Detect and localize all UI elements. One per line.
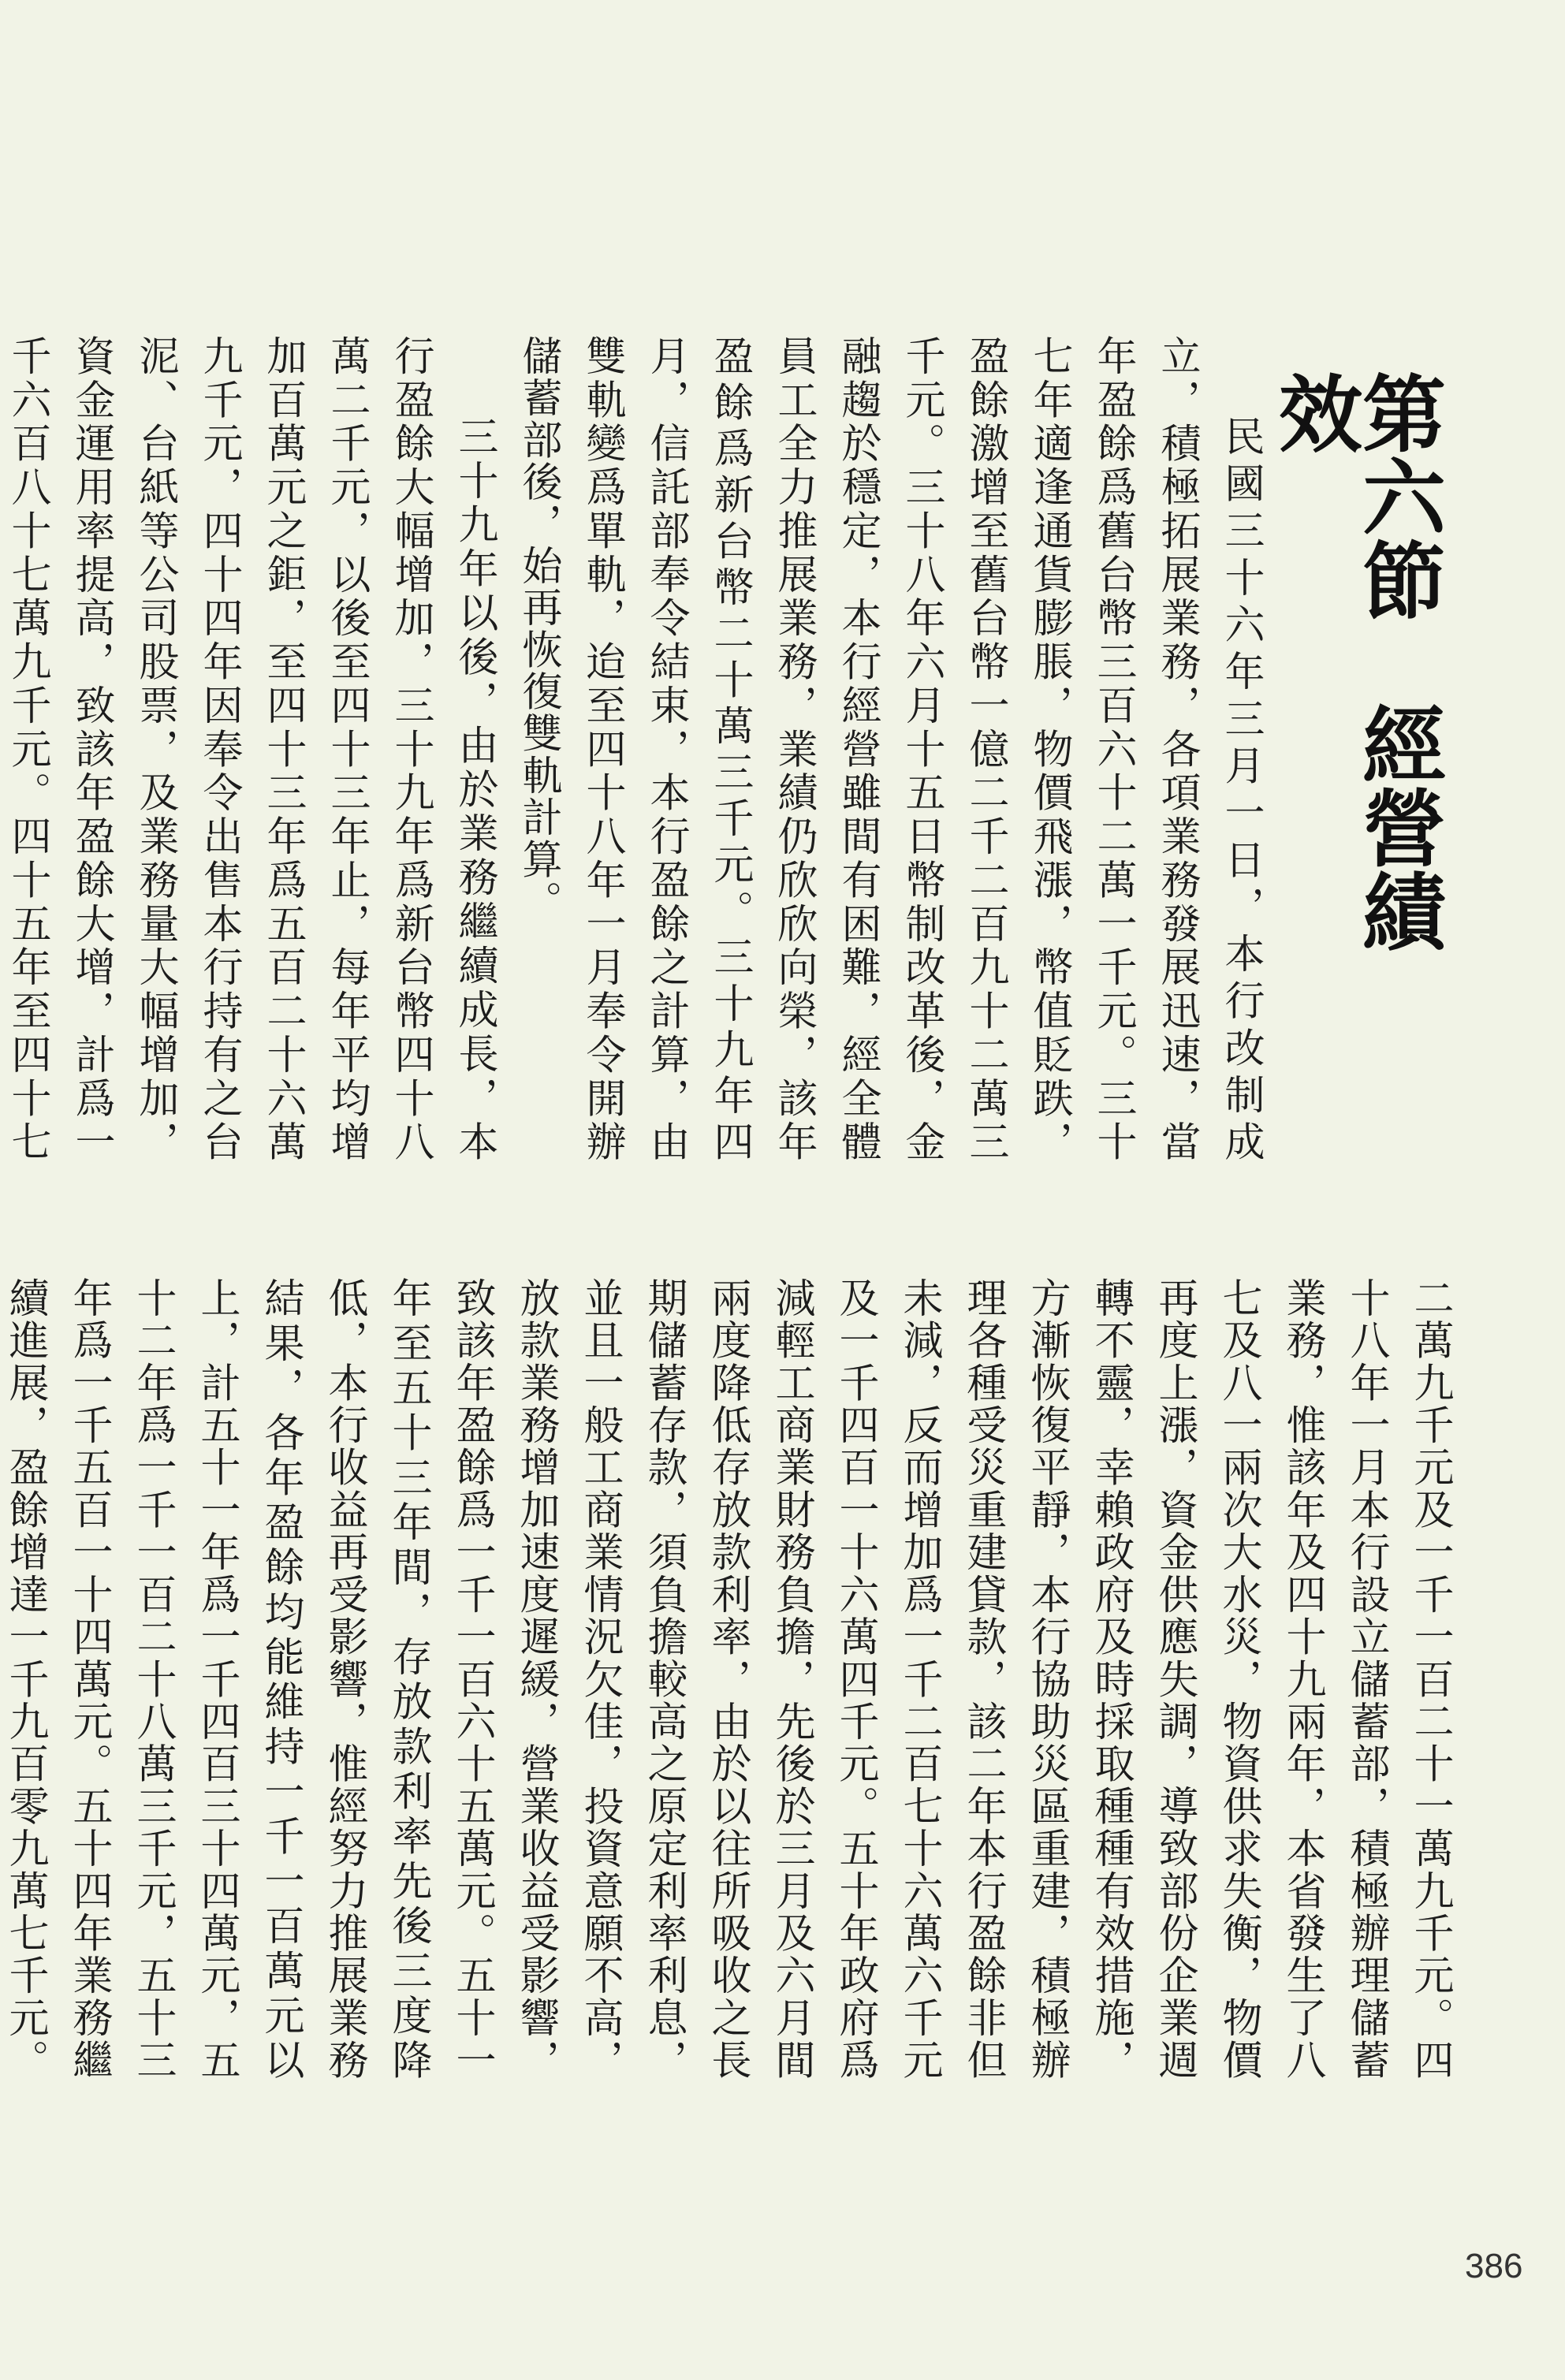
page-number: 386 (1465, 2247, 1523, 2285)
lower-text-block (2, 1277, 1462, 2081)
section-title: 經營績效 (1265, 371, 1446, 952)
upper-text-block (4, 335, 1272, 1163)
paragraph: 二萬九千元及一千一百二十一萬九千元。四十八年一月本行設立儲蓄部，積極辦理儲蓄業務，惟該年及四十九兩年，本省發生了八七及八一兩次大水災，物資供求失衡，物價再度上漲，資金供應失調，導致部份企業週轉不靈，幸賴政府及時採取種種有效措施，方漸恢復平靜，本行協助災區重建，積極辦理各種受災重建貸款，該二年本行盈餘非但未減，反而增加爲一千二百七十六萬六千元及一千四百一十六萬四千元。五十年政府爲減輕工商業財務負擔，先後於三月及六月間兩度降低存放款利率，由於以往所吸收之長期儲蓄存款，須負擔較高之原定利率利息，並且一般工商業情況欠佳，投資意願不高，放款業務增加速度遲緩，營業收益受影響，致該年盈餘爲一千一百六十五萬元。五十一年至五十三年間，存放款利率先後三度降低，本行收益再受影響，惟經努力推展業務結果，各年盈餘均能維持一千一百萬元以上，計五十一年爲一千四百三十四萬元，五十二年爲一千一百二十八萬三千元，五十三年爲一千五百一十四萬元。五十四年業務繼續進展，盈餘增達一千九百零九萬七千元。 (2, 1277, 1453, 2081)
paragraph: 民國三十六年三月一日，本行改制成立，積極拓展業務，各項業務發展迅速，當年盈餘爲舊台幣三百六十二萬一千元。三十七年適逢通貨膨脹，物價飛漲，幣值貶跌，盈餘激增至舊台幣一億二千二百九十二萬三千元。三十八年六月十五日幣制改革後，金融趨於穩定，本行經營雖間有困難，經全體員工全力推展業務，業績仍欣欣向榮，該年盈餘爲新台幣二十萬三千元。三十九年四月，信託部奉令結束，本行盈餘之計算，由雙軌變爲單軌，迨至四十八年一月奉令開辦儲蓄部後，始再恢復雙軌計算。 (515, 335, 1264, 1163)
section-heading (1265, 371, 1446, 1001)
section-number: 第六節 (1349, 371, 1446, 621)
paragraph: 三十九年以後，由於業務繼續成長，本行盈餘大幅增加，三十九年爲新台幣四十八萬二千元，以後至四十三年止，每年平均增加百萬元之鉅，至四十三年爲五百二十六萬九千元，四十四年因奉令出售本行持有之台泥、台紙等公司股票，及業務量大幅增加，資金運用率提高，致該年盈餘大增，計爲一千六百八十七萬九千元。四十五年至四十七 (4, 335, 497, 1163)
